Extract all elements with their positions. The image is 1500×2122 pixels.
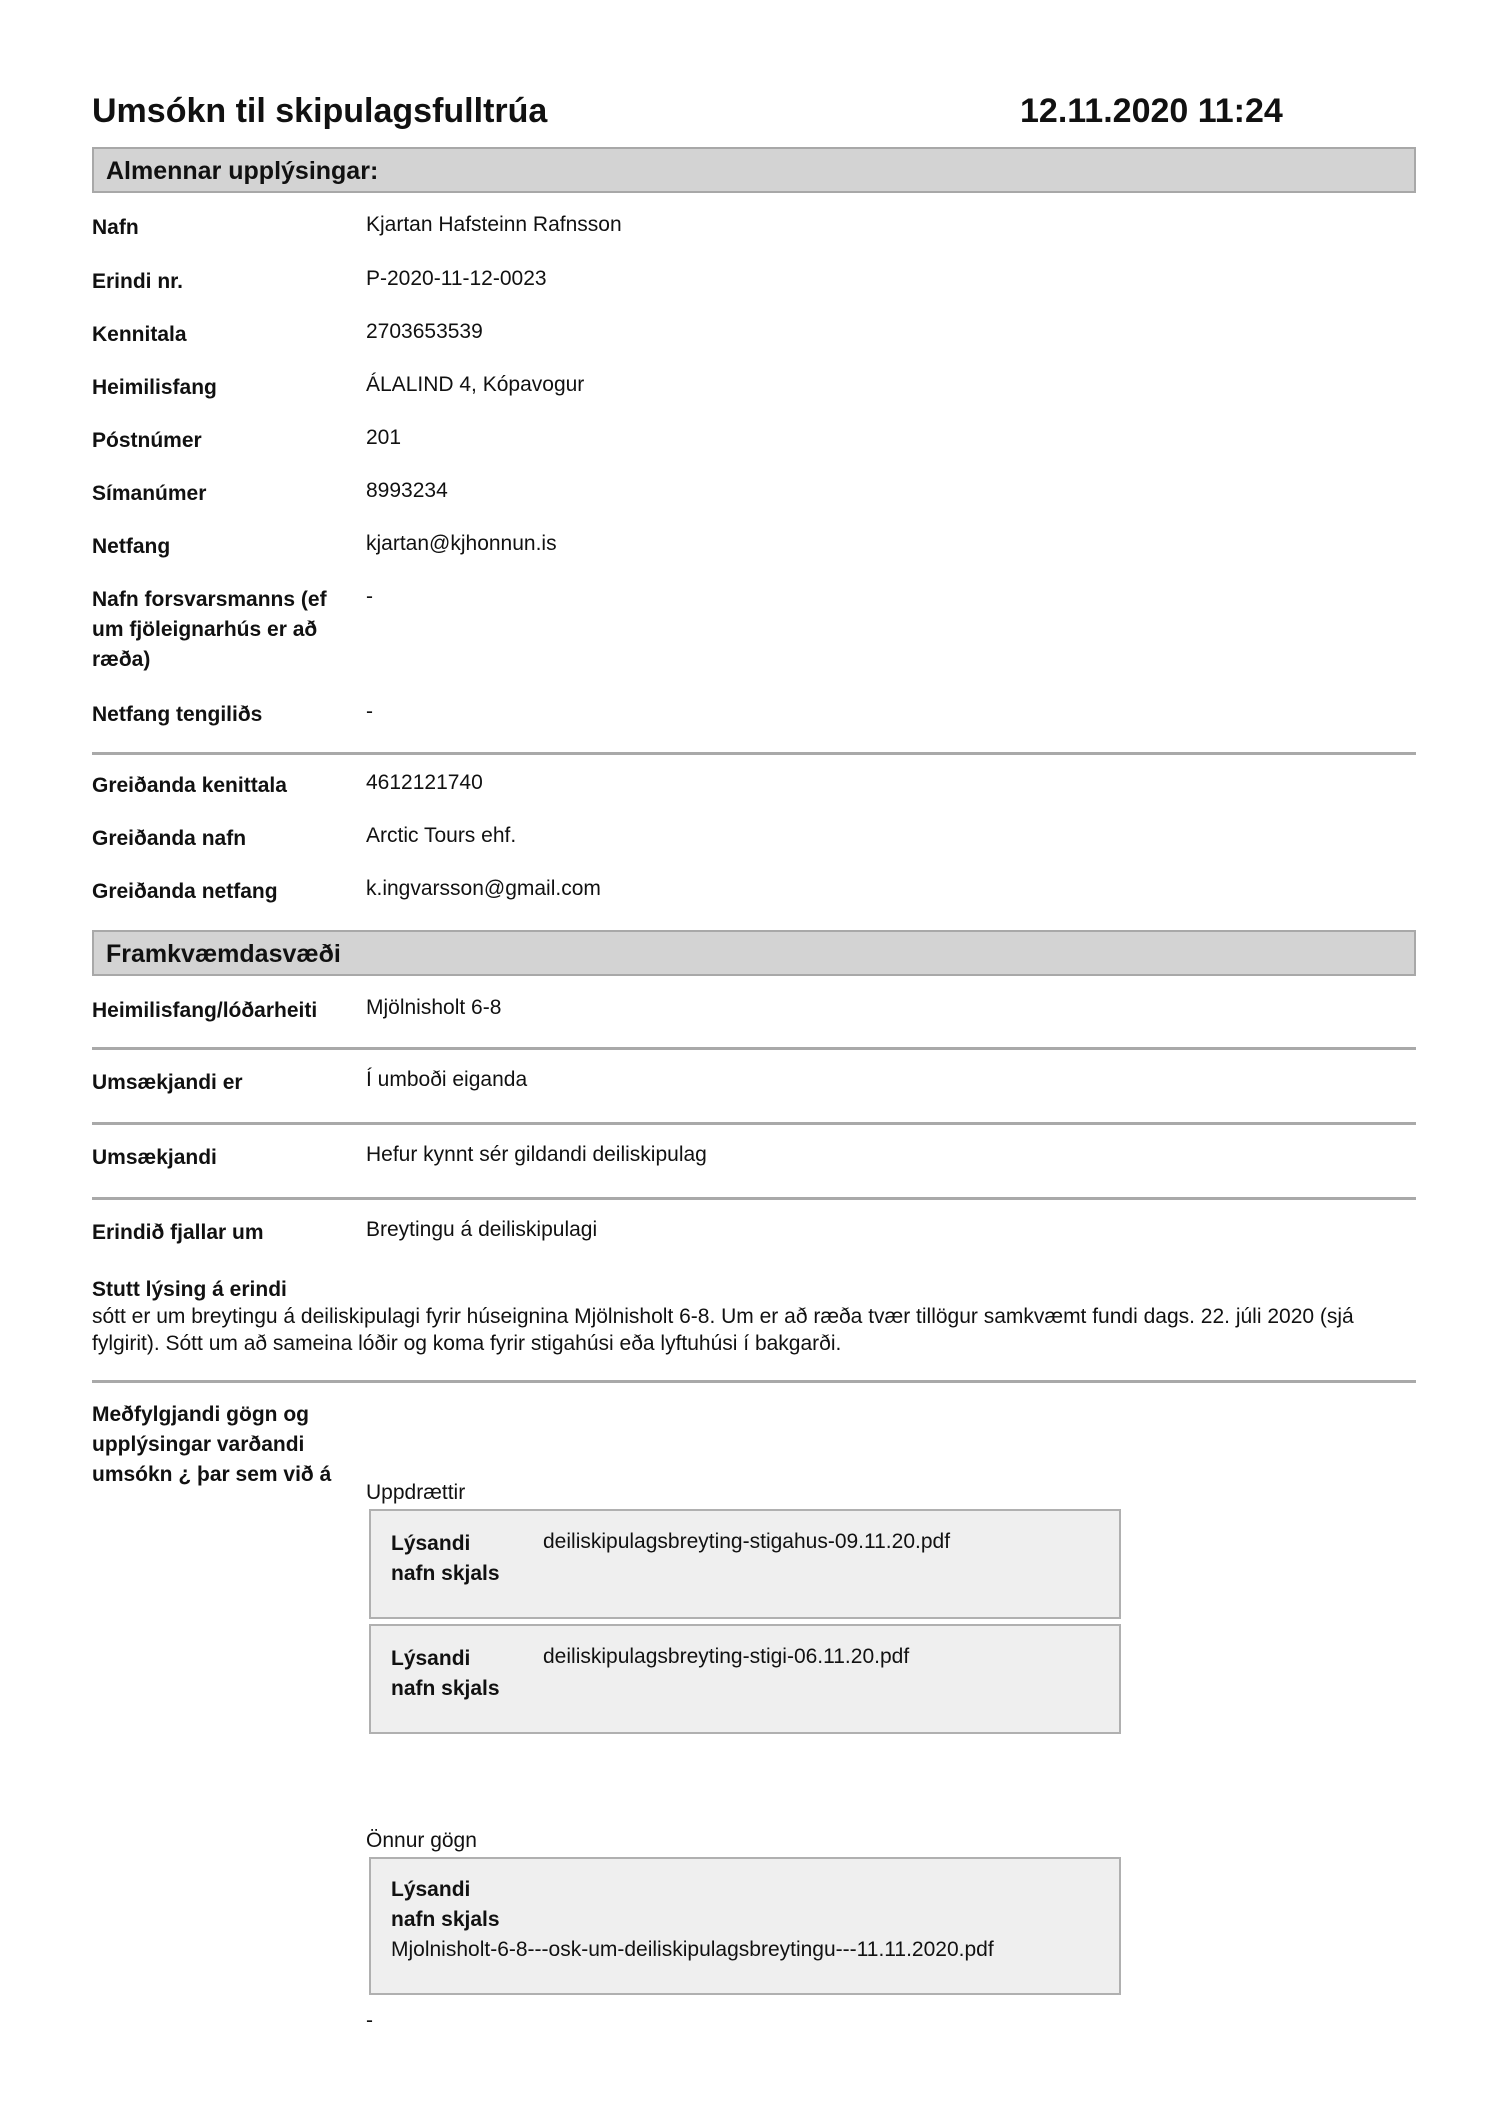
other-docs-group-label: Önnur gögn bbox=[366, 1829, 477, 1852]
attachment-name-label: Lýsandi nafn skjals bbox=[391, 1878, 500, 1931]
attachment-box bbox=[369, 1509, 1121, 1619]
field-label-contact-email: Netfang tengiliðs bbox=[92, 703, 263, 726]
field-value-applicant-is: Í umboði eiganda bbox=[366, 1068, 528, 1091]
field-label-payer-id: Greiðanda kenittala bbox=[92, 774, 287, 797]
description-text: sótt er um breytingu á deiliskipulagi fyrir húseignina Mjölnisholt 6-8. Um er að ræða tvær tillögur samkvæmt fundi dags. 22. júli 2020 (sjá fylgirit). Sótt um að sameina lóðir og koma fyrir stigahúsi eða lyftuhúsi í bakgarði. bbox=[92, 1305, 1354, 1355]
attachments-label: Meðfylgjandi gögn og upplýsingar varðandi umsókn ¿ þar sem við á bbox=[92, 1403, 332, 1486]
attachment-name-label: Lýsandi nafn skjals bbox=[391, 1647, 500, 1700]
field-value-site: Mjölnisholt 6-8 bbox=[366, 996, 502, 1019]
field-label-case-number: Erindi nr. bbox=[92, 270, 184, 293]
field-value-email: kjartan@kjhonnun.is bbox=[366, 532, 557, 555]
field-value-address: ÁLALIND 4, Kópavogur bbox=[366, 373, 585, 396]
divider bbox=[92, 752, 1416, 755]
field-value-payer-name: Arctic Tours ehf. bbox=[366, 824, 517, 847]
field-label-payer-name: Greiðanda nafn bbox=[92, 827, 247, 850]
field-value-payer-email: k.ingvarsson@gmail.com bbox=[366, 877, 601, 900]
field-label-phone: Símanúmer bbox=[92, 482, 207, 505]
trailing-dash: - bbox=[366, 2009, 373, 2032]
attachment-file-link[interactable]: Mjolnisholt-6-8---osk-um-deiliskipulagsbreytingu---11.11.2020.pdf bbox=[391, 1938, 994, 1961]
field-label-subject: Erindið fjallar um bbox=[92, 1221, 264, 1244]
field-label-name: Nafn bbox=[92, 216, 139, 239]
attachment-entry bbox=[391, 1875, 994, 1965]
field-value-subject: Breytingu á deiliskipulagi bbox=[366, 1218, 598, 1241]
field-value-applicant: Hefur kynnt sér gildandi deiliskipulag bbox=[366, 1143, 707, 1166]
field-value-phone: 8993234 bbox=[366, 479, 448, 502]
field-label-applicant-is: Umsækjandi er bbox=[92, 1071, 243, 1094]
field-label-site: Heimilisfang/lóðarheiti bbox=[92, 999, 318, 1022]
divider bbox=[92, 1380, 1416, 1383]
field-value-postcode: 201 bbox=[366, 426, 402, 449]
field-label-kennitala: Kennitala bbox=[92, 323, 187, 346]
attachment-box bbox=[369, 1857, 1121, 1995]
field-label-applicant: Umsækjandi bbox=[92, 1146, 217, 1169]
section-heading: Almennar upplýsingar: bbox=[106, 157, 379, 185]
field-value-payer-id: 4612121740 bbox=[366, 771, 483, 794]
attachment-name-label: Lýsandi nafn skjals bbox=[391, 1532, 500, 1585]
document-title: Umsókn til skipulagsfulltrúa bbox=[92, 92, 548, 130]
field-value-kennitala: 2703653539 bbox=[366, 320, 483, 343]
field-value-contact-email: - bbox=[366, 700, 373, 723]
attachment-box bbox=[369, 1624, 1121, 1734]
attachment-file-link[interactable]: deiliskipulagsbreyting-stigahus-09.11.20.pdf bbox=[543, 1530, 951, 1553]
divider bbox=[92, 1122, 1416, 1125]
field-label-postcode: Póstnúmer bbox=[92, 429, 202, 452]
section-header-general bbox=[92, 147, 1416, 193]
field-label-address: Heimilisfang bbox=[92, 376, 217, 399]
field-value-representative: - bbox=[366, 585, 373, 608]
field-value-name: Kjartan Hafsteinn Rafnsson bbox=[366, 213, 622, 236]
divider bbox=[92, 1197, 1416, 1200]
section-header-area bbox=[92, 930, 1416, 976]
field-value-case-number: P-2020-11-12-0023 bbox=[366, 267, 547, 290]
drawings-group-label: Uppdrættir bbox=[366, 1481, 466, 1504]
divider bbox=[92, 1047, 1416, 1050]
field-label-email: Netfang bbox=[92, 535, 171, 558]
attachment-file-link[interactable]: deiliskipulagsbreyting-stigi-06.11.20.pdf bbox=[543, 1645, 910, 1668]
description-label: Stutt lýsing á erindi bbox=[92, 1278, 287, 1301]
field-label-representative: Nafn forsvarsmanns (ef um fjöleignarhús er að ræða) bbox=[92, 588, 327, 671]
document-datetime: 12.11.2020 11:24 bbox=[1020, 92, 1283, 130]
field-label-payer-email: Greiðanda netfang bbox=[92, 880, 278, 903]
section-heading: Framkvæmdasvæði bbox=[106, 940, 341, 968]
